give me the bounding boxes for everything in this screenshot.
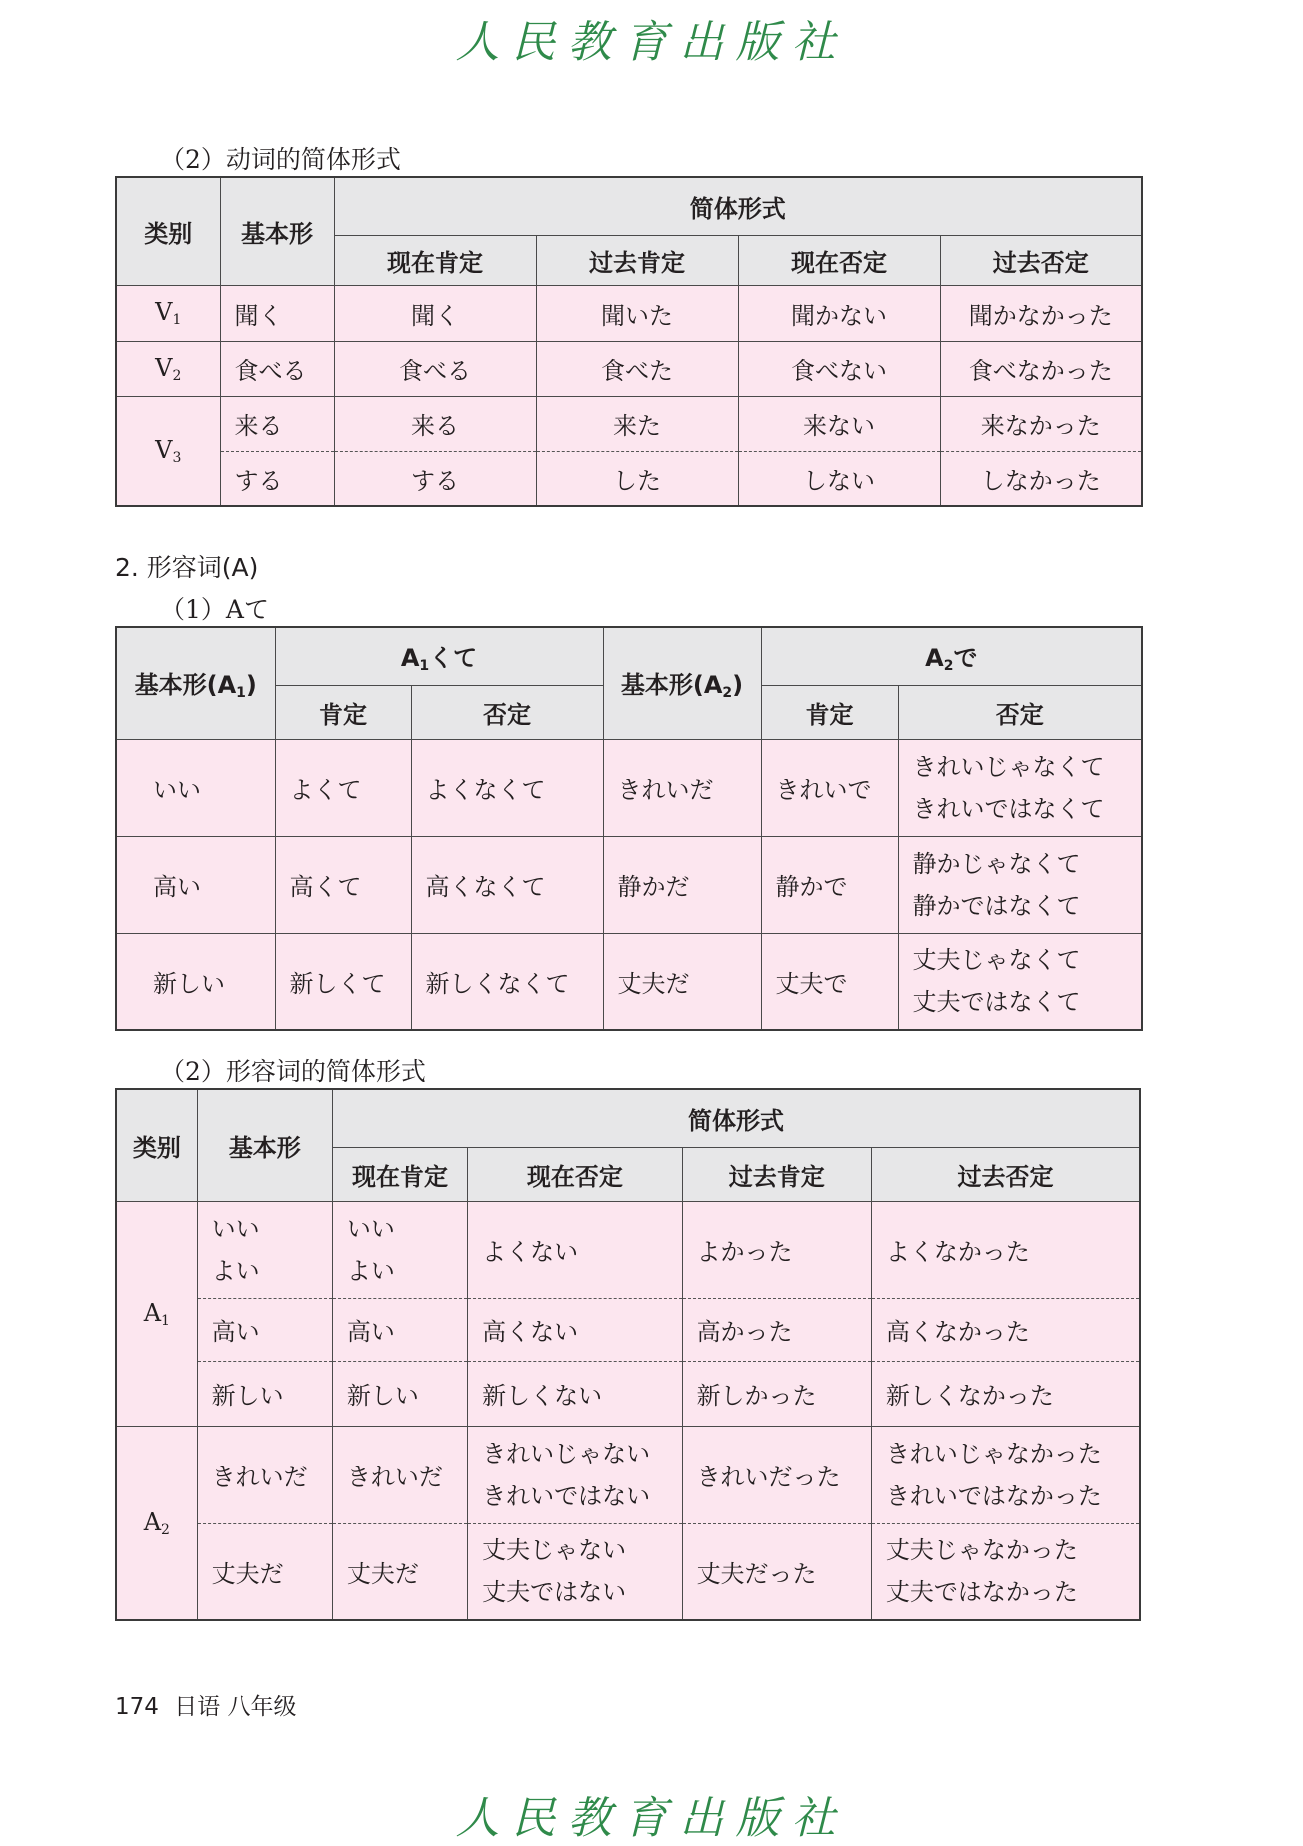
- form-cell: きれいだ: [332, 1426, 467, 1523]
- table-row: [116, 1298, 1140, 1361]
- header-category: 类别: [116, 177, 220, 285]
- form-cell: した: [536, 451, 738, 506]
- category-cell: $V_3$: [116, 396, 220, 506]
- header-past-affirmative: 过去肯定: [536, 235, 738, 285]
- adjective-te-form-table: [115, 626, 1143, 1031]
- adjective-plain-form-caption: （2）形容词的简体形式: [160, 1057, 426, 1086]
- adjective-te-caption: （1）Aて: [160, 595, 269, 624]
- header-base-form-a1: 基本形$(A_1)$: [116, 627, 275, 739]
- base-form-cell: 来る: [220, 396, 334, 451]
- category-cell: $V_1$: [116, 285, 220, 341]
- a1-negative-cell: よくなくて: [411, 739, 603, 836]
- header-category: 类别: [116, 1089, 197, 1201]
- header-base-form: 基本形: [197, 1089, 332, 1201]
- table-row: [116, 396, 1142, 451]
- base-form-cell: いい よい: [197, 1201, 332, 1298]
- header-affirmative: 肯定: [761, 685, 898, 739]
- form-cell: 聞く: [334, 285, 536, 341]
- form-cell: 食べない: [738, 341, 940, 396]
- table-row: [116, 1523, 1140, 1620]
- form-cell: きれいだった: [682, 1426, 871, 1523]
- form-cell: 来る: [334, 396, 536, 451]
- form-cell: 新しかった: [682, 1361, 871, 1426]
- book-title: 日语 八年级: [174, 1694, 297, 1720]
- form-cell: 聞いた: [536, 285, 738, 341]
- a1-affirmative-cell: 新しくて: [275, 933, 411, 1030]
- header-plain-form-group: 简体形式: [334, 177, 1142, 235]
- form-cell: 丈夫じゃない 丈夫ではない: [468, 1523, 682, 1620]
- a1-affirmative-cell: 高くて: [275, 836, 411, 933]
- table-row: [116, 1361, 1140, 1426]
- publisher-logo-top: 人民教育出版社: [455, 17, 848, 68]
- form-cell: いい よい: [332, 1201, 467, 1298]
- form-cell: 食べた: [536, 341, 738, 396]
- header-present-affirmative: 现在肯定: [332, 1147, 467, 1201]
- category-cell: $A_2$: [116, 1426, 197, 1620]
- a2-negative-cell: 丈夫じゃなくて 丈夫ではなくて: [898, 933, 1142, 1030]
- table-row: [116, 739, 1142, 836]
- form-cell: 食べなかった: [940, 341, 1142, 396]
- adjective-plain-form-table: [115, 1088, 1141, 1621]
- base-form-cell: 高い: [197, 1298, 332, 1361]
- form-cell: する: [334, 451, 536, 506]
- verb-plain-form-table: [115, 176, 1143, 507]
- form-cell: 丈夫だ: [332, 1523, 467, 1620]
- base-form-cell: きれいだ: [197, 1426, 332, 1523]
- category-cell: $A_1$: [116, 1201, 197, 1426]
- a1-base-cell: いい: [116, 739, 275, 836]
- form-cell: 新しい: [332, 1361, 467, 1426]
- form-cell: 聞かない: [738, 285, 940, 341]
- header-past-negative: 过去否定: [871, 1147, 1140, 1201]
- form-cell: しない: [738, 451, 940, 506]
- header-base-form: 基本形: [220, 177, 334, 285]
- a2-negative-cell: きれいじゃなくて きれいではなくて: [898, 739, 1142, 836]
- header-present-negative: 现在否定: [468, 1147, 682, 1201]
- a2-base-cell: 丈夫だ: [603, 933, 761, 1030]
- header-a1-kute-group: $A_1$くて: [275, 627, 603, 685]
- form-cell: 丈夫だった: [682, 1523, 871, 1620]
- form-cell: 高くなかった: [871, 1298, 1140, 1361]
- a1-negative-cell: 高くなくて: [411, 836, 603, 933]
- base-form-cell: 聞く: [220, 285, 334, 341]
- header-a2-de-group: $A_2$で: [761, 627, 1142, 685]
- a2-affirmative-cell: 静かで: [761, 836, 898, 933]
- table-row: [116, 341, 1142, 396]
- a2-affirmative-cell: 丈夫で: [761, 933, 898, 1030]
- header-past-negative: 过去否定: [940, 235, 1142, 285]
- form-cell: 新しくない: [468, 1361, 682, 1426]
- header-plain-form-group: 简体形式: [332, 1089, 1140, 1147]
- form-cell: 来た: [536, 396, 738, 451]
- base-form-cell: 食べる: [220, 341, 334, 396]
- form-cell: よくない: [468, 1201, 682, 1298]
- verb-table-caption: （2）动词的简体形式: [160, 145, 401, 174]
- table-row: [116, 451, 1142, 506]
- base-form-cell: 丈夫だ: [197, 1523, 332, 1620]
- table-row: [116, 836, 1142, 933]
- form-cell: 高い: [332, 1298, 467, 1361]
- a1-base-cell: 高い: [116, 836, 275, 933]
- a2-negative-cell: 静かじゃなくて 静かではなくて: [898, 836, 1142, 933]
- a1-base-cell: 新しい: [116, 933, 275, 1030]
- form-cell: きれいじゃない きれいではない: [468, 1426, 682, 1523]
- form-cell: 来なかった: [940, 396, 1142, 451]
- header-base-form-a2: 基本形$(A_2)$: [603, 627, 761, 739]
- a2-base-cell: 静かだ: [603, 836, 761, 933]
- adjective-section-heading: 2. 形容词(A): [115, 553, 259, 582]
- base-form-cell: 新しい: [197, 1361, 332, 1426]
- table-row: [116, 1201, 1140, 1298]
- table-row: [116, 933, 1142, 1030]
- header-affirmative: 肯定: [275, 685, 411, 739]
- a2-affirmative-cell: きれいで: [761, 739, 898, 836]
- form-cell: よかった: [682, 1201, 871, 1298]
- publisher-logo-bottom: 人民教育出版社: [455, 1793, 848, 1844]
- page-number: 174: [115, 1694, 159, 1720]
- form-cell: 来ない: [738, 396, 940, 451]
- page-footer: [115, 1688, 297, 1721]
- a1-negative-cell: 新しくなくて: [411, 933, 603, 1030]
- table-row: [116, 1426, 1140, 1523]
- header-past-affirmative: 过去肯定: [682, 1147, 871, 1201]
- form-cell: 丈夫じゃなかった 丈夫ではなかった: [871, 1523, 1140, 1620]
- header-negative: 否定: [898, 685, 1142, 739]
- form-cell: 食べる: [334, 341, 536, 396]
- form-cell: よくなかった: [871, 1201, 1140, 1298]
- base-form-cell: する: [220, 451, 334, 506]
- form-cell: 新しくなかった: [871, 1361, 1140, 1426]
- form-cell: 高くない: [468, 1298, 682, 1361]
- form-cell: しなかった: [940, 451, 1142, 506]
- table-row: [116, 285, 1142, 341]
- form-cell: 高かった: [682, 1298, 871, 1361]
- form-cell: きれいじゃなかった きれいではなかった: [871, 1426, 1140, 1523]
- category-cell: $V_2$: [116, 341, 220, 396]
- a1-affirmative-cell: よくて: [275, 739, 411, 836]
- header-negative: 否定: [411, 685, 603, 739]
- form-cell: 聞かなかった: [940, 285, 1142, 341]
- header-present-negative: 现在否定: [738, 235, 940, 285]
- header-present-affirmative: 现在肯定: [334, 235, 536, 285]
- a2-base-cell: きれいだ: [603, 739, 761, 836]
